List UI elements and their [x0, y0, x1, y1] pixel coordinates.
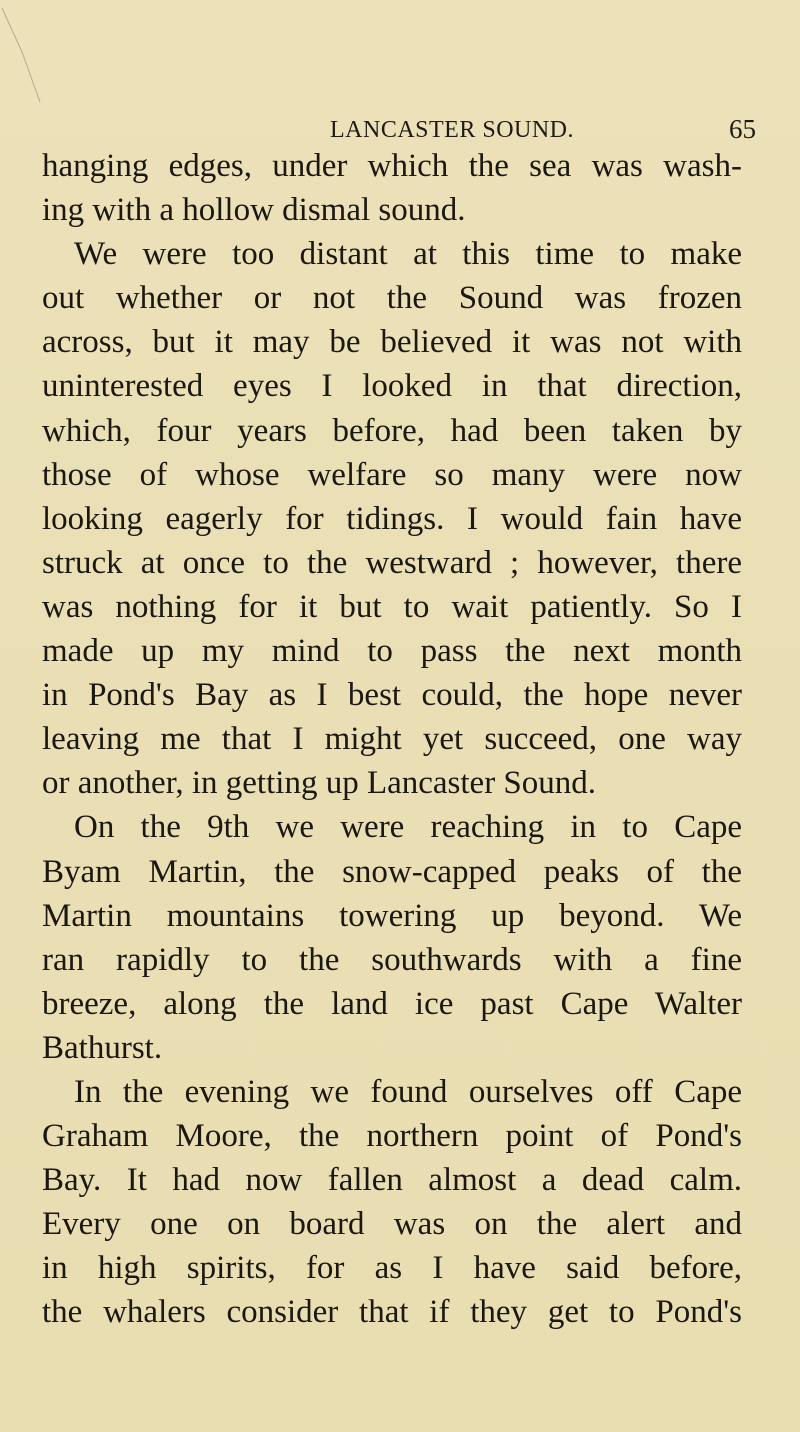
text-line: out whether or not the Sound was frozen — [42, 280, 742, 317]
text-line: was nothing for it but to wait patiently. So I — [42, 588, 742, 625]
text-line: which, four years before, had been taken by — [42, 412, 742, 449]
page-number: 65 — [729, 114, 756, 144]
text-line: uninterested eyes I looked in that direction, — [42, 368, 742, 405]
text-line: Every one on board was on the alert and — [42, 1206, 742, 1243]
text-line: ing with a hollow dismal sound. — [42, 192, 466, 229]
paragraph — [42, 144, 742, 232]
paragraph — [42, 1070, 742, 1335]
paragraph — [42, 232, 742, 805]
text-line: breeze, along the land ice past Cape Walter — [42, 985, 742, 1022]
text-line: ran rapidly to the southwards with a fine — [42, 941, 742, 978]
text-line: made up my mind to pass the next month — [42, 633, 742, 670]
text-line: On the 9th we were reaching in to Cape — [74, 809, 742, 846]
paragraph — [42, 805, 742, 1070]
text-line: struck at once to the westward ; however, there — [42, 544, 742, 581]
text-line: hanging edges, under which the sea was wash- — [42, 148, 742, 184]
text-line: Graham Moore, the northern point of Pond's — [42, 1118, 742, 1155]
text-line: the whalers consider that if they get to Pond's — [42, 1294, 742, 1331]
text-line: In the evening we found ourselves off Cape — [74, 1073, 742, 1110]
text-line: in high spirits, for as I have said before, — [42, 1250, 742, 1287]
margin-scratch-mark — [0, 0, 60, 110]
text-line: Byam Martin, the snow-capped peaks of the — [42, 853, 742, 890]
text-line: those of whose welfare so many were now — [42, 456, 742, 493]
text-line: or another, in getting up Lancaster Sound. — [42, 765, 597, 802]
running-head: LANCASTER SOUND. — [330, 117, 575, 143]
text-line: Bay. It had now fallen almost a dead calm. — [42, 1162, 742, 1199]
body-text — [42, 144, 742, 1335]
text-line: Martin mountains towering up beyond. We — [42, 897, 742, 934]
text-line: in Pond's Bay as I best could, the hope never — [42, 677, 742, 714]
text-line: We were too distant at this time to make — [74, 236, 742, 273]
text-line: across, but it may be believed it was not with — [42, 324, 742, 361]
text-line: looking eagerly for tidings. I would fain have — [42, 500, 742, 537]
text-line: Bathurst. — [42, 1029, 163, 1066]
text-line: leaving me that I might yet succeed, one way — [42, 721, 742, 758]
